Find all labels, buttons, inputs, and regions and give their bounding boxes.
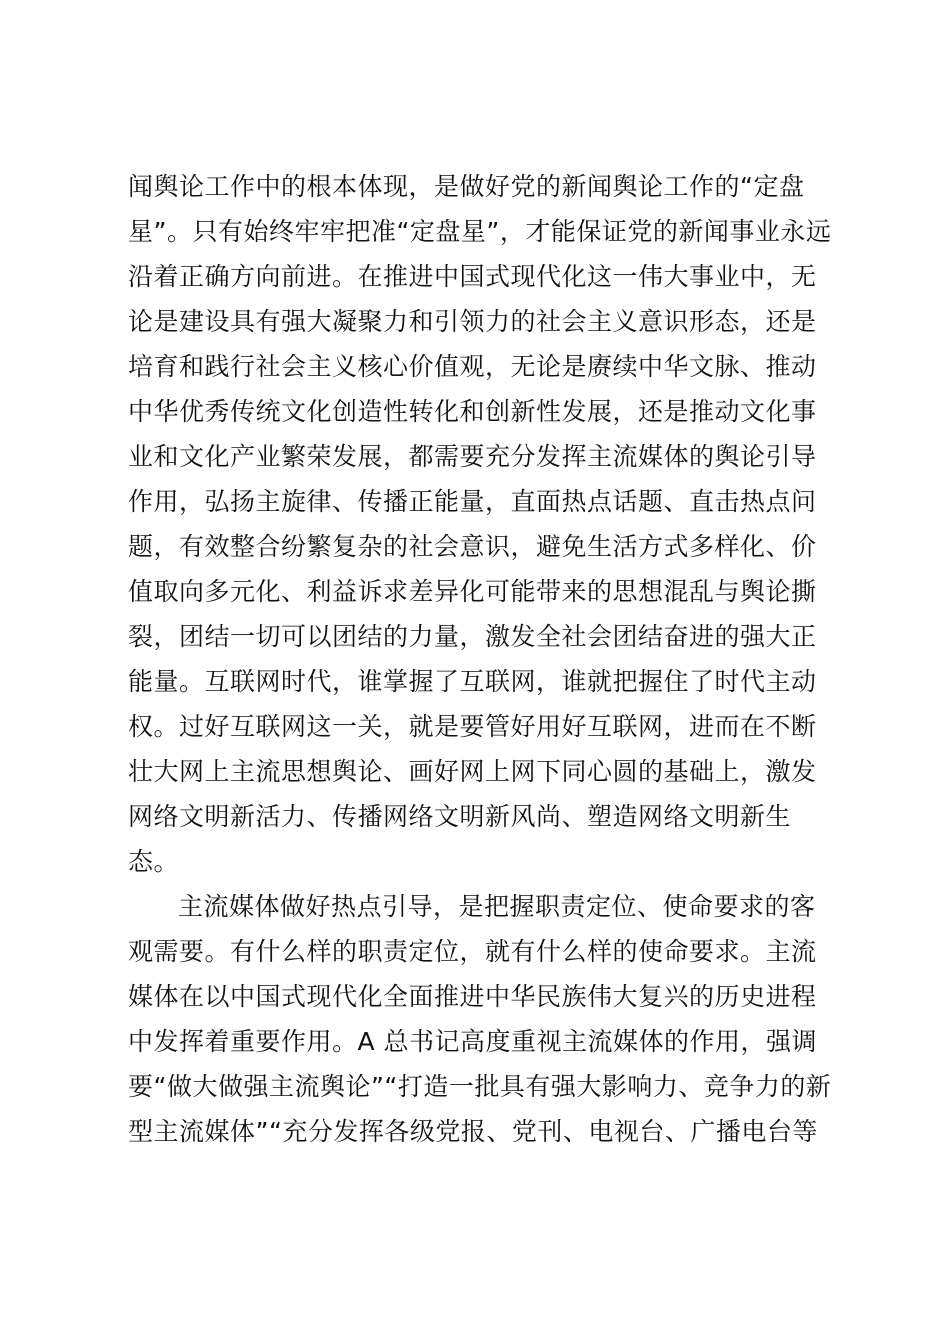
text-line-21: 要“做大做强主流舆论”“打造一批具有强大影响力、竞争力的新 xyxy=(128,1072,832,1101)
text-line-9: 题，有效整合纷繁复杂的社会意识，避免生活方式多样化、价 xyxy=(128,532,817,561)
text-line-4: 论是建设具有强大凝聚力和引领力的社会主义意识形态，还是 xyxy=(128,307,817,336)
text-line-12: 能量。互联网时代，谁掌握了互联网，谁就把握住了时代主动 xyxy=(128,667,817,696)
text-line-14: 壮大网上主流思想舆论、画好网上网下同心圆的基础上，激发 xyxy=(128,757,817,786)
text-line-5: 培育和践行社会主义核心价值观，无论是赓续中华文脉、推动 xyxy=(128,352,817,381)
text-line-20: 中发挥着重要作用。A 总书记高度重视主流媒体的作用，强调 xyxy=(128,1027,818,1056)
text-line-2: 星”。只有始终牢牢把准“定盘星”，才能保证党的新闻事业永远 xyxy=(128,217,832,246)
text-line-19: 媒体在以中国式现代化全面推进中华民族伟大复兴的历史进程 xyxy=(128,982,817,1011)
text-line-8: 作用，弘扬主旋律、传播正能量，直面热点话题、直击热点问 xyxy=(128,487,817,516)
text-line-22: 型主流媒体”“充分发挥各级党报、党刊、电视台、广播电台等 xyxy=(128,1117,818,1146)
text-line-1: 闻舆论工作中的根本体现，是做好党的新闻舆论工作的“定盘 xyxy=(128,172,805,201)
text-line-13: 权。过好互联网这一关，就是要管好用好互联网，进而在不断 xyxy=(128,712,817,741)
text-line-10: 值取向多元化、利益诉求差异化可能带来的思想混乱与舆论撕 xyxy=(128,577,817,606)
text-line-7: 业和文化产业繁荣发展，都需要充分发挥主流媒体的舆论引导 xyxy=(128,442,817,471)
text-line-11: 裂，团结一切可以团结的力量，激发全社会团结奋进的强大正 xyxy=(128,622,817,651)
paragraph-start-line: 主流媒体做好热点引导，是把握职责定位、使命要求的客 xyxy=(178,892,816,921)
text-line-3: 沿着正确方向前进。在推进中国式现代化这一伟大事业中，无 xyxy=(128,262,817,291)
text-line-15: 网络文明新活力、传播网络文明新风尚、塑造网络文明新生 xyxy=(128,802,792,831)
text-line-18: 观需要。有什么样的职责定位，就有什么样的使命要求。主流 xyxy=(128,937,817,966)
text-line-6: 中华优秀传统文化创造性转化和创新性发展，还是推动文化事 xyxy=(128,397,817,426)
text-line-16: 态。 xyxy=(128,847,180,876)
